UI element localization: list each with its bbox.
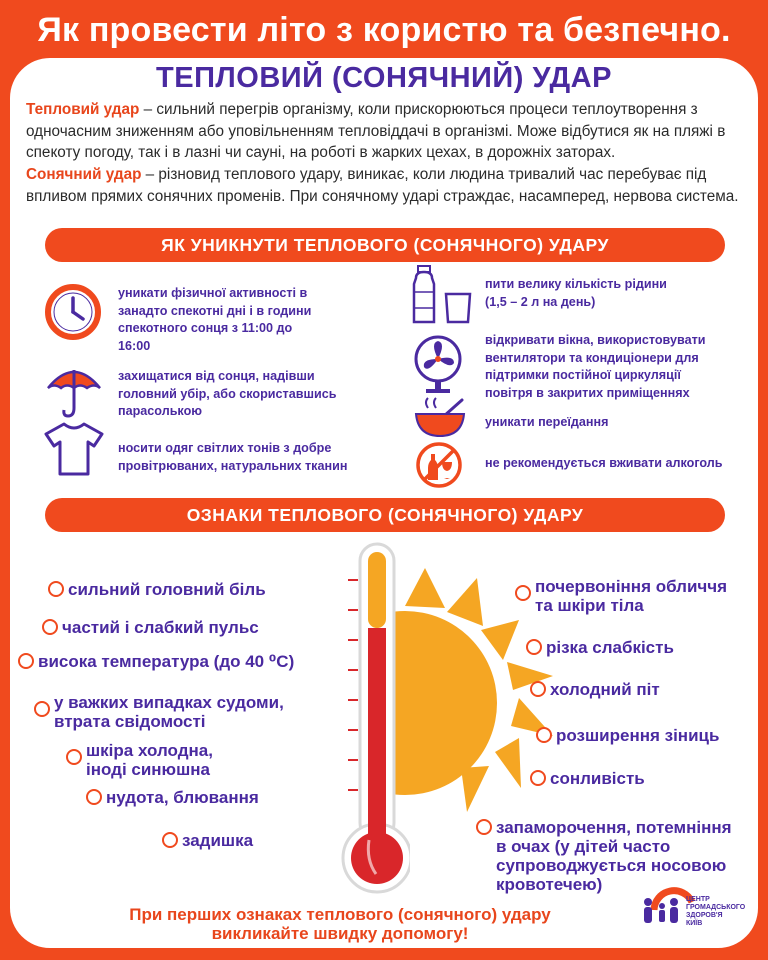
page-title: Як провести літо з користю та безпечно. [37,10,731,49]
food-bowl-icon [414,396,466,438]
bullet-icon [18,653,34,669]
bullet-icon [530,681,546,697]
tip-drink-water: пити велику кількість рідини (1,5 – 2 л на день) [485,277,667,309]
symptom-right-1: різка слабкість [526,638,674,657]
symptoms-banner: ОЗНАКИ ТЕПЛОВОГО (СОНЯЧНОГО) УДАРУ [45,498,725,532]
tip-avoid-overeating: уникати переїдання [485,415,609,429]
bullet-icon [42,619,58,635]
clock-icon [44,283,102,341]
bullet-icon [536,727,552,743]
header [0,0,768,60]
symptom-right-3: розширення зіниць [536,726,719,745]
symptom-left-3: у важких випадках судоми, втрата свідомості [34,693,284,731]
symptom-right-5: запаморочення, потемніння в очах (у дітей часто супроводжується носовою кровотечею) [476,818,756,894]
symptom-left-4: шкіра холодна, іноді синюшна [66,741,213,779]
symptom-left-1: частий і слабкий пульс [42,618,259,637]
footer-call-ambulance: При перших ознаках теплового (сонячного) удару викликайте швидку допомогу! [129,905,551,943]
tip-sun-protection: захищатися від сонця, надівши головний убір, або скориставшись парасолькою [118,369,337,418]
symptom-right-0: почервоніння обличчя та шкіри тіла [515,577,727,615]
heatstroke-definition [26,99,756,164]
symptom-right-2: холодний піт [530,680,660,699]
symptom-left-0: сильний головний біль [48,580,266,599]
tip-avoid-activity: уникати фізичної активності в занадто спекотні дні і в години спекотного сонця з 11:00 до 16:00 [118,286,312,353]
bullet-icon [162,832,178,848]
prevention-banner: ЯК УНИКНУТИ ТЕПЛОВОГО (СОНЯЧНОГО) УДАРУ [45,228,725,262]
fan-icon [410,333,466,395]
thermometer-illustration [340,540,410,900]
no-alcohol-icon [414,440,464,490]
sunstroke-term: Сонячний удар [26,166,142,183]
tip-light-clothes: носити одяг світлих тонів з добре провітрюваних, натуральних тканин [118,441,348,473]
sunstroke-definition [26,164,756,207]
symptom-left-6: задишка [162,831,253,850]
logo-text: ЦЕНТР ГРОМАДСЬКОГО ЗДОРОВ'Я КИЇВ [686,896,746,927]
bullet-icon [526,639,542,655]
bullet-icon [86,789,102,805]
bullet-icon [515,585,531,601]
heatstroke-text: – сильний перегрів організму, коли прискорюються процеси теплоутворення з одночасним зниженням або уповільненням тепловіддачі в організмі. Може відбутися як на пляжі в спекоту погоду, так і в лазні чи сауні, на роботі в жарких цехах, в дорожніх заторах. [26,101,726,161]
symptom-left-5: нудота, блювання [86,788,259,807]
water-bottle-icon [408,264,474,326]
umbrella-icon [44,364,104,420]
subtitle: ТЕПЛОВИЙ (СОНЯЧНИЙ) УДАР [156,62,612,94]
bullet-icon [48,581,64,597]
bullet-icon [476,819,492,835]
bullet-icon [530,770,546,786]
tip-no-alcohol: не рекомендується вживати алкоголь [485,456,723,470]
sunstroke-text: – різновид теплового удару, виникає, коли людина тривалий час перебуває під впливом прямих сонячних променів. При сонячному ударі страждає, насамперед, нервова система. [26,166,739,205]
symptom-right-4: сонливість [530,769,645,788]
bullet-icon [34,701,50,717]
bullet-icon [66,749,82,765]
tip-ventilation: відкривати вікна, використовувати вентилятори та кондиціонери для підтримки постійної циркуляції повітря в закритих приміщеннях [485,333,706,400]
tshirt-icon [42,420,106,478]
symptom-left-2: висока температура (до 40 ⁰С) [18,652,294,671]
heatstroke-term: Тепловий удар [26,101,140,118]
